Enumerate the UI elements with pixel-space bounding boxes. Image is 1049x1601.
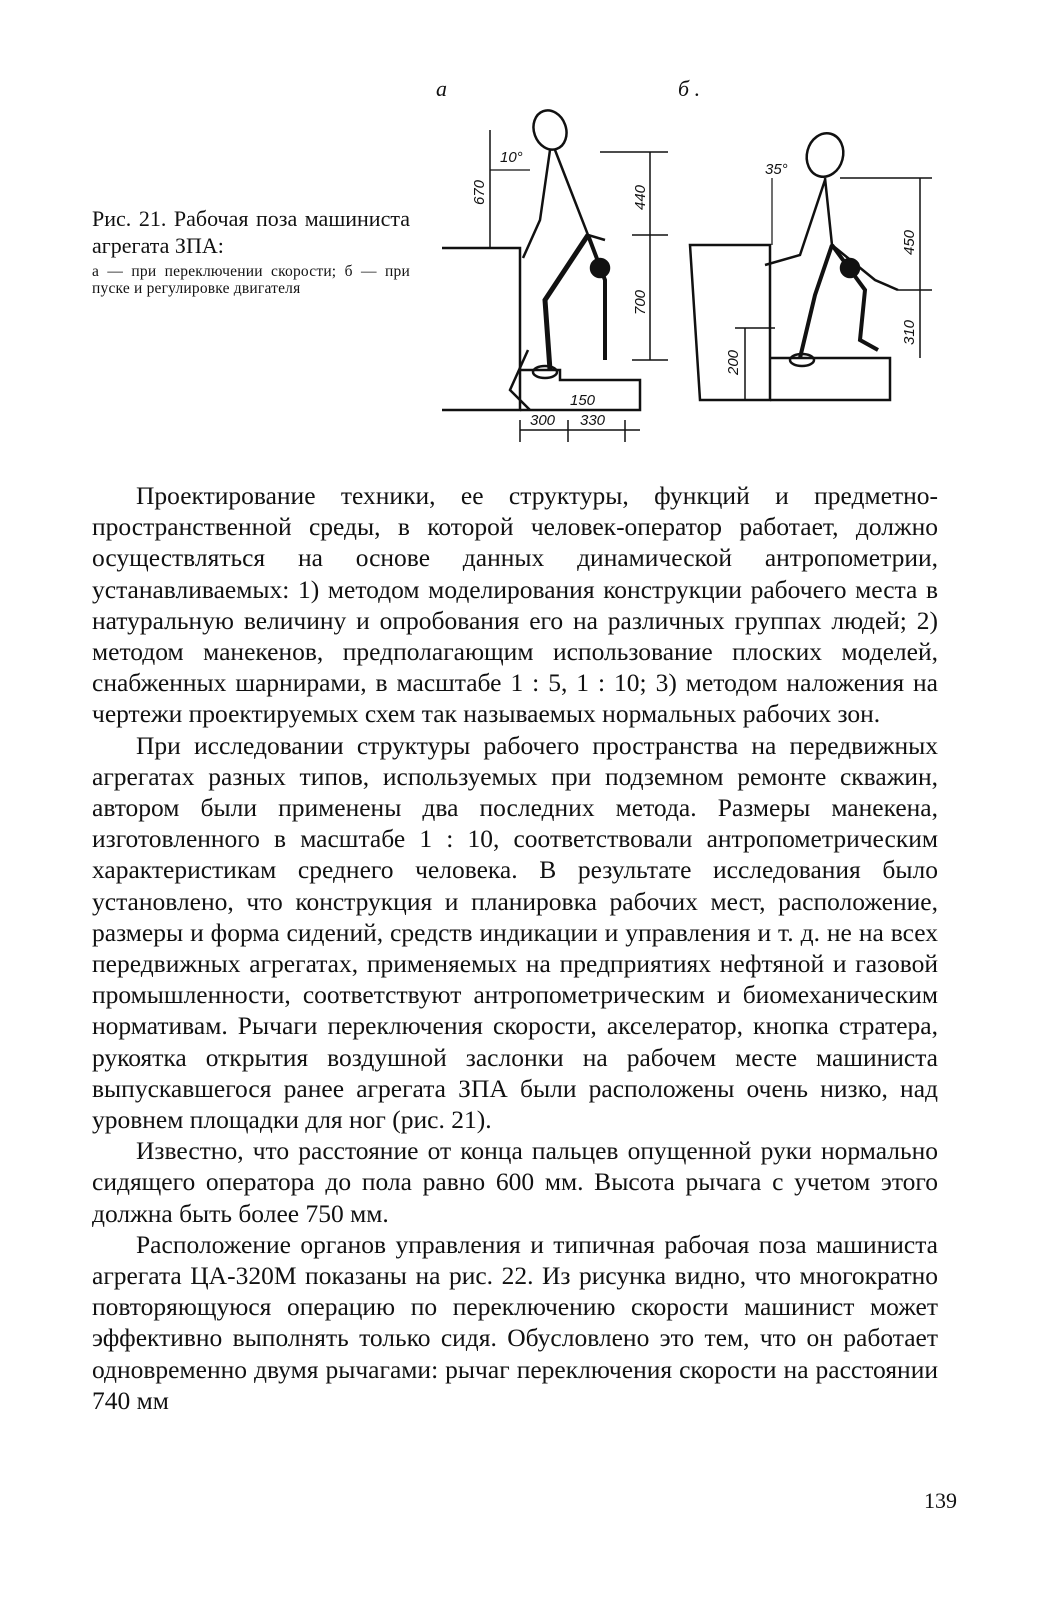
dim-a-h-lower: 700 xyxy=(632,289,649,315)
dim-a-h-left: 670 xyxy=(471,179,488,205)
dim-a-base-left: 300 xyxy=(530,412,556,429)
dim-b-h-low: 200 xyxy=(725,349,742,375)
figure-caption xyxy=(92,205,410,297)
panel-a-drawing xyxy=(442,106,668,442)
dim-a-h-upper: 440 xyxy=(632,184,649,210)
dim-a-angle: 10° xyxy=(500,149,523,166)
dim-b-angle: 35° xyxy=(765,161,788,178)
figure-label-b: б . xyxy=(678,76,701,101)
paragraph-4: Расположение органов управления и типичная рабочая поза машиниста агрегата ЦА-320М показаны на рис. 22. Из рисунка видно, что многократно повторяющуюся операцию по переключению скорости машинист может эффективно выполнять только сидя. Обусловлено это тем, что он работает одновременно двумя рычагами: рычаг переключения скорости на расстоянии 740 мм xyxy=(92,1229,938,1415)
dim-b-h-right: 310 xyxy=(901,319,918,345)
dim-b-h-upper: 450 xyxy=(901,229,918,255)
body-text xyxy=(92,480,938,1416)
dim-a-base-right: 330 xyxy=(580,412,606,429)
figure-21 xyxy=(420,70,940,450)
figure-drawing xyxy=(420,70,940,450)
figure-label-a: а xyxy=(436,76,447,101)
caption-legend: а — при переключении скорости; б — при пуске и регулировке двигателя xyxy=(92,263,410,297)
paragraph-2: При исследовании структуры рабочего пространства на передвижных агрегатах разных типов, используемых при подземном ремонте скважин, автором были применены два последних метода. Размеры манекена, изготовленного в масштабе 1 : 10, соответствовали антропометрическим характеристикам среднего человека. В результате исследования было установлено, что конструкция и планировка рабочих мест, расположение, размеры и форма сидений, средств индикации и управления и т. д. не на всех передвижных агрегатах, применяемых на предприятиях нефтяной и газовой промышленности, соответствуют антропометрическим и биомеханическим нормативам. Рычаги переключения скорости, акселератор, кнопка стратера, рукоятка открытия воздушной заслонки на рабочем месте машиниста выпускавшегося ранее агрегата ЗПА были расположены очень низко, над уровнем площадки для ног (рис. 21). xyxy=(92,730,938,1135)
paragraph-3: Известно, что расстояние от конца пальцев опущенной руки нормально сидящего оператора до пола равно 600 мм. Высота рычага с учетом этого должна быть более 750 мм. xyxy=(92,1136,938,1228)
page-number: 139 xyxy=(924,1488,957,1513)
dim-a-step: 150 xyxy=(570,392,596,409)
paragraph-1: Проектирование техники, ее структуры, функций и предметно-пространственной среды, в которой человек-оператор работает, должно осуществляться на основе данных динамической антропометрии, устанавливаемых: 1) методом моделирования конструкции рабочего места в натуральную величину и опробования его на различных группах людей; 2) методом манекенов, предполагающим использование плоских моделей, снабженных шарнирами, в масштабе 1 : 5, 1 : 10; 3) методом наложения на чертежи проектируемых схем так называемых нормальных рабочих зон. xyxy=(92,481,938,729)
caption-title: Рис. 21. Рабочая поза машиниста агрегата ЗПА: xyxy=(92,206,410,258)
